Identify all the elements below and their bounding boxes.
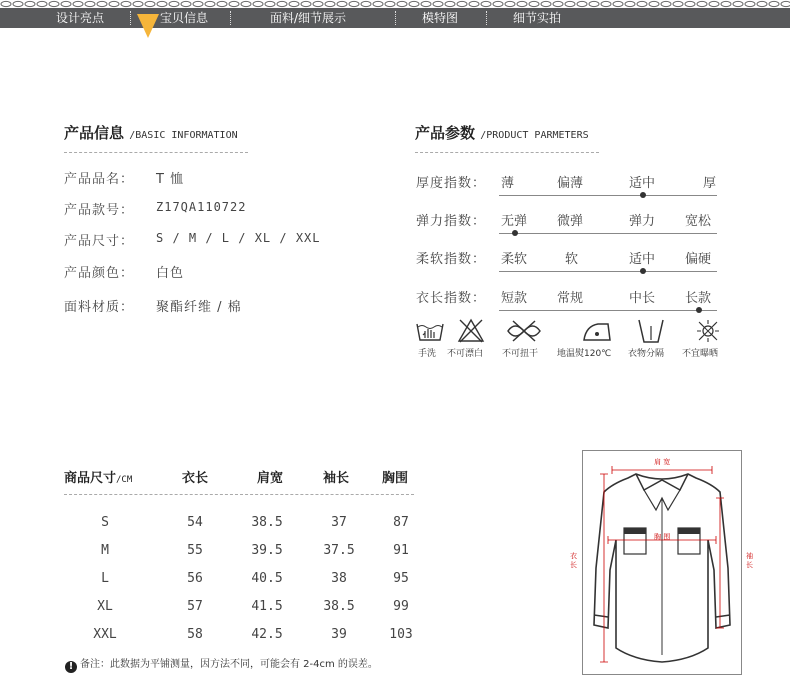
param-option: 长款	[685, 291, 712, 306]
info-label-size: 产品尺寸：	[64, 234, 135, 249]
care-label: 衣物分隔	[628, 349, 665, 359]
param-scale-line	[499, 233, 717, 234]
no-sun-dry-icon	[693, 318, 723, 344]
param-option: 偏薄	[557, 176, 584, 191]
param-label-elasticity: 弹力指数：	[416, 214, 487, 229]
size-header-sleeve: 袖长	[323, 471, 350, 486]
info-value-color: 白色	[156, 266, 185, 281]
size-cell: 39	[331, 627, 347, 642]
size-cell: 57	[187, 599, 203, 614]
no-wring-icon	[505, 318, 543, 344]
info-value-material: 聚酯纤维 / 棉	[156, 300, 242, 315]
info-label-name: 产品品名：	[64, 172, 135, 187]
nav-item-design[interactable]: 设计亮点	[56, 11, 105, 25]
size-cell: L	[101, 571, 109, 586]
size-header-shoulder: 肩宽	[257, 471, 284, 486]
param-scale-line	[499, 195, 717, 196]
param-indicator-elasticity	[512, 230, 518, 236]
size-table-title: 商品尺寸/CM	[64, 471, 133, 486]
size-cell: 58	[187, 627, 203, 642]
product-info-title: 产品信息 /BASIC INFORMATION	[64, 124, 238, 142]
param-option: 中长	[629, 291, 656, 306]
nav-item-product-info[interactable]: 宝贝信息	[160, 11, 209, 25]
size-cell: 42.5	[251, 627, 283, 642]
size-cell: 37	[331, 515, 347, 530]
size-cell: 95	[393, 571, 409, 586]
size-header-chest: 胸围	[382, 471, 409, 486]
nav-item-model[interactable]: 模特图	[422, 11, 459, 25]
size-cell: 55	[187, 543, 203, 558]
size-cell: 91	[393, 543, 409, 558]
size-cell: 54	[187, 515, 203, 530]
nav-item-fabric[interactable]: 面料/细节展示	[270, 11, 347, 25]
shirt-outline-icon	[582, 450, 742, 675]
info-value-name: T 恤	[156, 172, 185, 187]
care-label: 不可漂白	[447, 349, 484, 359]
param-option: 软	[565, 252, 579, 267]
hand-wash-icon	[415, 318, 445, 344]
care-label: 手洗	[418, 349, 437, 359]
param-label-thickness: 厚度指数：	[416, 176, 487, 191]
size-cell: 41.5	[251, 599, 283, 614]
shirt-measurement-diagram	[570, 450, 753, 675]
care-label: 不宜曝晒	[682, 349, 719, 359]
param-option: 短款	[501, 291, 528, 306]
info-value-style: Z17QA110722	[156, 200, 247, 214]
info-label-material: 面料材质：	[64, 300, 135, 315]
param-option: 薄	[501, 176, 515, 191]
param-option: 常规	[557, 291, 584, 306]
param-indicator-thickness	[640, 192, 646, 198]
info-value-size: S / M / L / XL / XXL	[156, 231, 321, 245]
chain-border	[0, 0, 790, 8]
info-label-color: 产品颜色：	[64, 266, 135, 281]
size-cell: 38.5	[251, 515, 283, 530]
param-option: 宽松	[685, 214, 712, 229]
param-option: 厚	[703, 176, 717, 191]
exclamation-icon: !	[65, 661, 77, 673]
product-params-title: 产品参数 /PRODUCT PARMETERS	[415, 124, 589, 142]
size-cell: 103	[389, 627, 413, 642]
param-scale-line	[499, 271, 717, 272]
param-option: 偏硬	[685, 252, 712, 267]
size-cell: 56	[187, 571, 203, 586]
param-option: 无弹	[501, 214, 528, 229]
param-option: 适中	[629, 176, 656, 191]
size-cell: 39.5	[251, 543, 283, 558]
wash-separately-icon	[636, 318, 666, 344]
size-cell: XL	[97, 599, 113, 614]
body-length-label: 衣长	[570, 552, 577, 569]
param-label-softness: 柔软指数：	[416, 252, 487, 267]
param-option: 弹力	[629, 214, 656, 229]
top-nav	[0, 0, 790, 32]
size-cell: 37.5	[323, 543, 355, 558]
info-label-style: 产品款号：	[64, 203, 135, 218]
nav-item-details[interactable]: 细节实拍	[513, 11, 562, 25]
size-cell: 38	[331, 571, 347, 586]
param-label-length: 衣长指数：	[416, 291, 487, 306]
size-header-length: 衣长	[182, 471, 209, 486]
measurement-note: ! 备注：此数据为平铺测量，因方法不同，可能会有 2-4cm 的误差。	[65, 655, 378, 673]
nav-active-marker	[137, 14, 159, 38]
size-cell: 87	[393, 515, 409, 530]
care-label: 地温熨120℃	[557, 349, 612, 359]
param-scale-line	[499, 310, 717, 311]
nav-bar	[0, 8, 790, 28]
size-cell: 38.5	[323, 599, 355, 614]
size-cell: M	[101, 543, 109, 558]
param-option: 适中	[629, 252, 656, 267]
sleeve-length-label: 袖长	[746, 552, 753, 569]
care-label: 不可扭干	[502, 349, 539, 359]
shoulder-width-label: 肩 宽	[654, 458, 671, 466]
chest-width-label: 胸 围	[654, 533, 671, 541]
param-option: 微弹	[557, 214, 584, 229]
low-iron-icon	[580, 318, 614, 344]
no-bleach-icon	[456, 318, 486, 344]
param-indicator-softness	[640, 268, 646, 274]
size-cell: 99	[393, 599, 409, 614]
size-cell: XXL	[93, 627, 117, 642]
param-option: 柔软	[501, 252, 528, 267]
param-indicator-length	[696, 307, 702, 313]
size-cell: 40.5	[251, 571, 283, 586]
size-cell: S	[101, 515, 109, 530]
